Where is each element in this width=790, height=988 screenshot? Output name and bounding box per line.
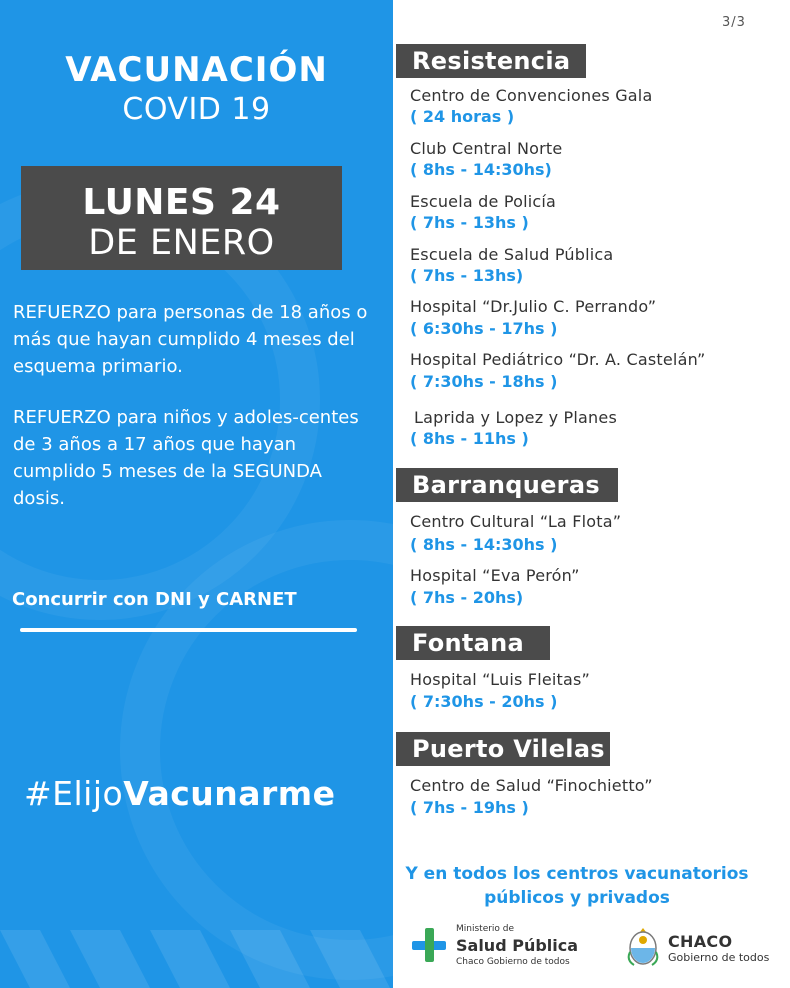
footer-line-1: Y en todos los centros vacunatorios bbox=[405, 864, 749, 884]
footer-line-2: públicos y privados bbox=[484, 888, 670, 908]
location-hours: ( 8hs - 14:30hs) bbox=[410, 160, 552, 179]
location-place: Hospital “Luis Fleitas” bbox=[410, 670, 591, 689]
location-hours: ( 7hs - 13hs) bbox=[410, 266, 524, 285]
date-line-2: DE ENERO bbox=[88, 223, 275, 263]
footer-text bbox=[396, 862, 758, 910]
chaco-logo bbox=[626, 924, 786, 974]
location-hours: ( 8hs - 11hs ) bbox=[410, 429, 529, 448]
section-title-barranqueras: Barranqueras bbox=[396, 468, 618, 502]
location-hours: ( 7:30hs - 18hs ) bbox=[410, 372, 558, 391]
ministerio-sub: Chaco Gobierno de todos bbox=[456, 957, 570, 967]
section-title-resistencia: Resistencia bbox=[396, 44, 586, 78]
ministerio-name: Salud Pública bbox=[456, 936, 579, 955]
ministerio-logo bbox=[412, 922, 602, 972]
chaco-sub: Gobierno de todos bbox=[668, 951, 770, 964]
date-line-1: LUNES 24 bbox=[82, 182, 281, 223]
location-place: Hospital “Eva Perón” bbox=[410, 566, 580, 585]
underline-divider bbox=[20, 628, 357, 632]
location-hours: ( 7hs - 19hs ) bbox=[410, 798, 529, 817]
location-hours: ( 6:30hs - 17hs ) bbox=[410, 319, 558, 338]
location-hours: ( 7hs - 20hs) bbox=[410, 588, 524, 607]
campaign-title: VACUNACIÓN bbox=[65, 50, 328, 90]
health-cross-icon bbox=[412, 928, 446, 962]
page-indicator: 3/3 bbox=[722, 15, 746, 30]
hashtag-part-2: Vacunarme bbox=[123, 774, 336, 813]
coat-of-arms-icon bbox=[626, 926, 660, 968]
location-place: Laprida y Lopez y Planes bbox=[414, 408, 617, 427]
ministerio-label: Ministerio de bbox=[456, 924, 515, 934]
left-panel bbox=[0, 0, 393, 988]
location-place: Escuela de Salud Pública bbox=[410, 245, 614, 264]
section-title-puerto-vilelas: Puerto Vilelas bbox=[396, 732, 610, 766]
booster-adults-text: REFUERZO para personas de 18 años o más que hayan cumplido 4 meses del esquema primario. bbox=[13, 302, 368, 377]
requirements-text: Concurrir con DNI y CARNET bbox=[12, 589, 297, 610]
location-place: Hospital “Dr.Julio C. Perrando” bbox=[410, 297, 657, 316]
date-box bbox=[21, 166, 342, 270]
location-place: Centro de Salud “Finochietto” bbox=[410, 776, 653, 795]
section-title-fontana: Fontana bbox=[396, 626, 550, 660]
location-place: Centro Cultural “La Flota” bbox=[410, 512, 622, 531]
hashtag-part-1: #Elijo bbox=[24, 774, 124, 813]
location-place: Club Central Norte bbox=[410, 139, 563, 158]
campaign-subtitle: COVID 19 bbox=[122, 92, 271, 127]
location-place: Centro de Convenciones Gala bbox=[410, 86, 653, 105]
location-hours: ( 7:30hs - 20hs ) bbox=[410, 692, 558, 711]
chaco-name: CHACO bbox=[668, 932, 733, 951]
location-place: Hospital Pediátrico “Dr. A. Castelán” bbox=[410, 350, 706, 369]
location-hours: ( 24 horas ) bbox=[410, 107, 515, 126]
location-hours: ( 7hs - 13hs ) bbox=[410, 213, 529, 232]
location-place: Escuela de Policía bbox=[410, 192, 557, 211]
location-hours: ( 8hs - 14:30hs ) bbox=[410, 535, 558, 554]
decorative-stripes bbox=[0, 910, 393, 988]
hashtag bbox=[24, 774, 336, 813]
booster-children-text: REFUERZO para niños y adoles-centes de 3 años a 17 años que hayan cumplido 5 meses de la SEGUNDA dosis. bbox=[13, 407, 359, 509]
